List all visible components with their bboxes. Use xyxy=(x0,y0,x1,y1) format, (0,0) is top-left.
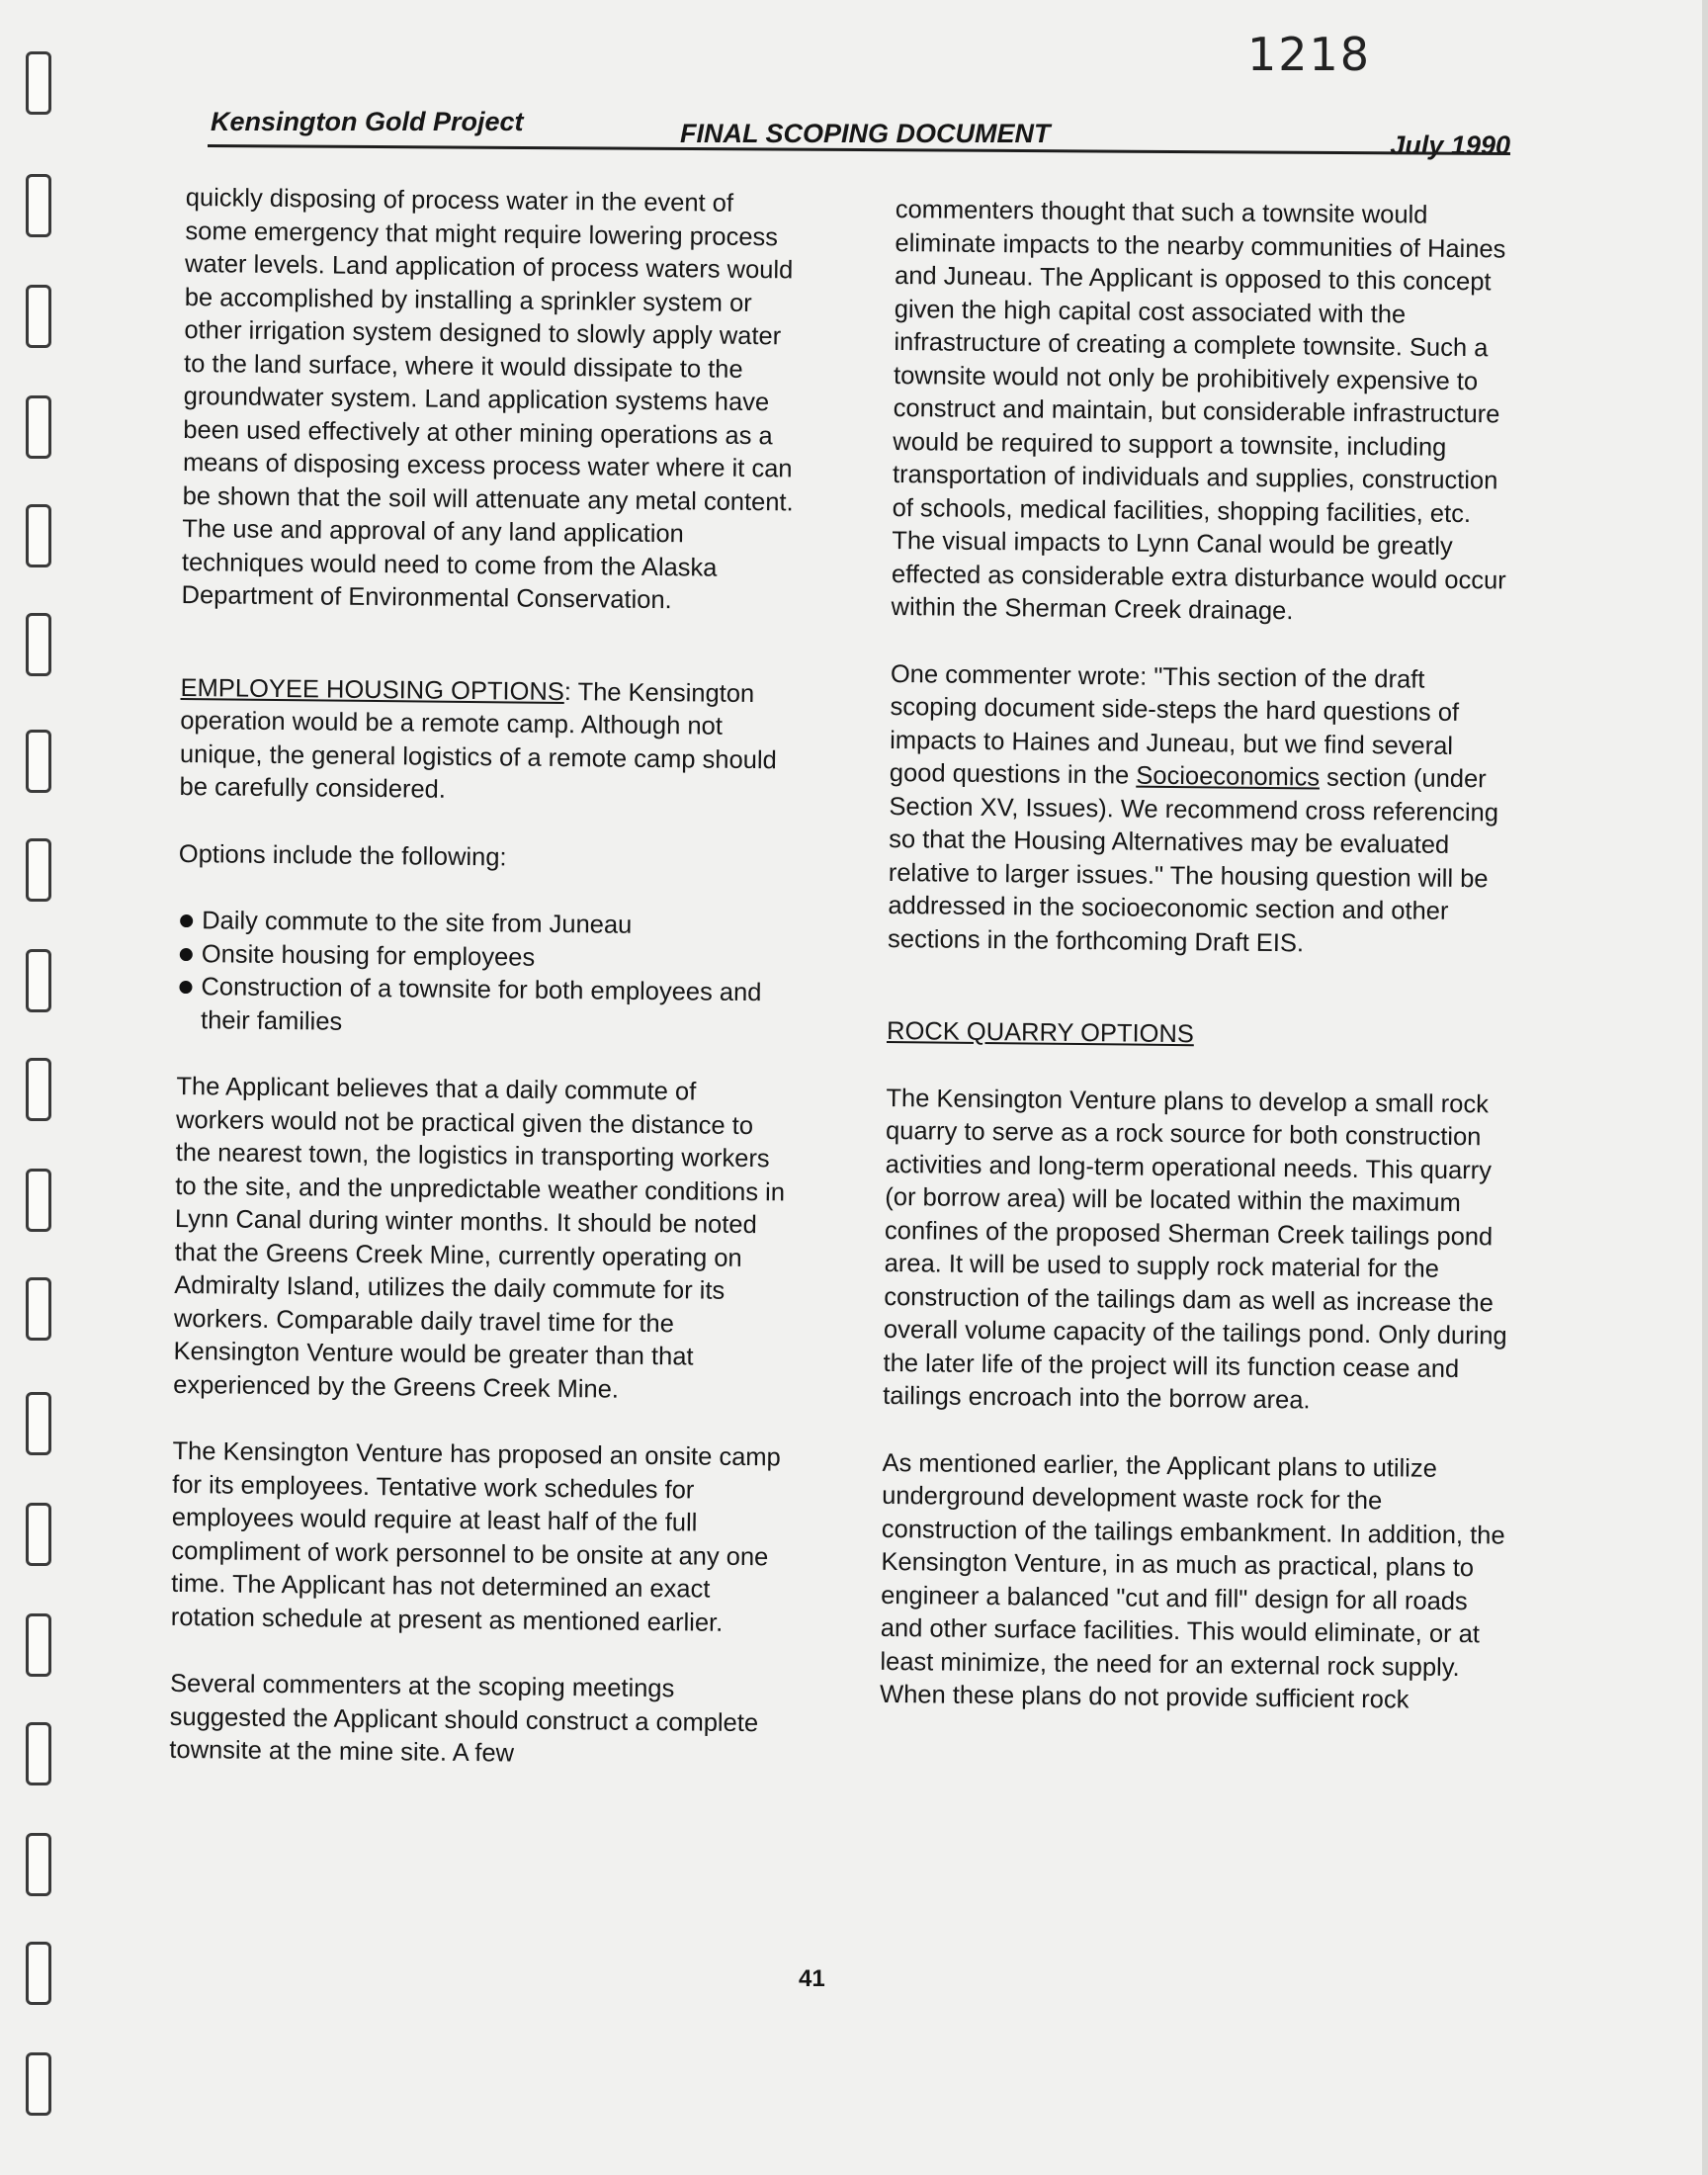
binder-hole xyxy=(26,838,51,902)
paragraph-commenter-quote xyxy=(888,657,1515,962)
binder-hole xyxy=(26,1169,51,1232)
binder-hole xyxy=(26,730,51,793)
quote-text-start: One commenter wrote: "This section of the draft scoping document side-steps the hard questions of impacts to Haines and Juneau, but we find several good questions in the xyxy=(889,659,1460,790)
header-date: July 1990 xyxy=(1390,130,1510,160)
binder-hole xyxy=(26,1392,51,1455)
list-item: Construction of a townsite for both employees and their families xyxy=(177,971,793,1044)
handwritten-page-note: 1218 xyxy=(1247,28,1372,81)
left-column xyxy=(169,182,801,1807)
binder-hole xyxy=(26,1058,51,1121)
housing-intro-text: : The Kensington operation would be a remote camp. Although not unique, the general logistics of a remote camp should be carefully considered. xyxy=(179,677,777,804)
paragraph-townsite: Several commenters at the scoping meetings suggested the Applicant should construct a complete townsite at the mine site. A few xyxy=(169,1669,759,1768)
binder-hole xyxy=(26,1613,51,1677)
paragraph-land-application: quickly disposing of process water in the event of some emergency that might require lowering process water levels. Land application of process waters would be accomplished by installing a sprinkler system or other irrigation system designed to slowly apply water to the land surface, where it would dissipate to the groundwater system. Land application systems have been used effectively at other mining operations as a means of disposing excess process water where it can be shown that the soil will attenuate any metal content. The use and approval of any land application techniques would need to come from the Alaska Department of Environmental Conservation. xyxy=(181,183,794,615)
housing-options-list xyxy=(177,905,793,1044)
binder-hole xyxy=(26,2052,51,2116)
binder-hole xyxy=(26,395,51,459)
binder-hole xyxy=(26,285,51,348)
socioeconomics-reference: Socioeconomics xyxy=(1136,761,1321,792)
binder-hole xyxy=(26,1722,51,1785)
binder-holes xyxy=(26,0,65,2175)
header-project-title: Kensington Gold Project xyxy=(211,107,524,136)
binder-hole xyxy=(26,1833,51,1896)
binder-hole xyxy=(26,1503,51,1566)
binder-hole xyxy=(26,1277,51,1341)
binder-hole xyxy=(26,174,51,237)
section-heading-rock-quarry-wrapper xyxy=(887,990,1512,1055)
binder-hole xyxy=(26,949,51,1012)
paragraph-housing-options xyxy=(179,646,796,811)
binder-hole xyxy=(26,51,51,115)
section-heading-rock-quarry: ROCK QUARRY OPTIONS xyxy=(886,1016,1195,1049)
binder-hole xyxy=(26,1942,51,2005)
binder-hole xyxy=(26,613,51,676)
quote-text-end: section (under Section XV, Issues). We recommend cross referencing so that the Housing Alternatives may be evaluated relative to larger issues." The housing question will be addressed in the socioeconomic section and other sections in the forthcoming Draft EIS. xyxy=(887,763,1499,957)
paragraph-townsite-continued: commenters thought that such a townsite would eliminate impacts to the nearby communities of Haines and Juneau. The Applicant is opposed to this concept given the high capital cost associated with the infrastructure of creating a complete townsite. Such a townsite would not only be prohibitively expensive to construct and maintain, but considerable infrastructure would be required to support a townsite, including transportation of individuals and supplies, construction of schools, medical facilities, shopping facilities, etc. The visual impacts to Lynn Canal would be greatly effected as considerable extra disturbance would occur within the Sherman Creek drainage. xyxy=(891,195,1506,626)
page-number: 41 xyxy=(799,1965,825,1992)
right-column xyxy=(880,194,1520,1752)
list-item: Onsite housing for employees xyxy=(178,937,793,977)
options-intro: Options include the following: xyxy=(178,839,507,871)
paragraph-waste-rock: As mentioned earlier, the Applicant plans to utilize underground development waste rock for the construction of the tailings embankment. In addition, the Kensington Venture, in as much as practical, plans to engineer a balanced "cut and fill" design for all roads and other surface facilities. This would eliminate, or at least minimize, the need for an external rock supply. When these plans do not provide sufficient rock xyxy=(879,1448,1505,1714)
page-edge xyxy=(1702,0,1708,2175)
paragraph-rock-quarry: The Kensington Venture plans to develop a small rock quarry to serve as a rock source for both construction activities and long-term operational needs. This quarry (or borrow area) will be located within the maximum confines of the proposed Sherman Creek tailings pond area. It will be used to supply rock material for the construction of the tailings dam as well as increase the overall volume capacity of the tailings pond. Only during the later life of the project will its function cease and tailings encroach into the borrow area. xyxy=(883,1084,1507,1415)
paragraph-onsite-camp: The Kensington Venture has proposed an onsite camp for its employees. Tentative work schedules for employees would require at least half of the full compliment of work personnel to be onsite at any one time. The Applicant has not determined an exact rotation schedule at present as mentioned earlier. xyxy=(170,1436,781,1637)
list-item: Daily commute to the site from Juneau xyxy=(178,905,793,944)
running-header xyxy=(208,107,1510,160)
paragraph-daily-commute: The Applicant believes that a daily commute of workers would not be practical given the distance to the nearest town, the logistics in transporting workers to the site, and the unpredictable weather conditions in Lynn Canal during winter months. It should be noted that the Greens Creek Mine, currently operating on Admiralty Island, utilizes the daily commute for its workers. Comparable daily travel time for the Kensington Venture would be greater than that experienced by the Greens Creek Mine. xyxy=(173,1072,786,1404)
section-heading-employee-housing: EMPLOYEE HOUSING OPTIONS xyxy=(180,673,565,706)
header-document-title: FINAL SCOPING DOCUMENT xyxy=(680,119,1051,148)
binder-hole xyxy=(26,504,51,567)
